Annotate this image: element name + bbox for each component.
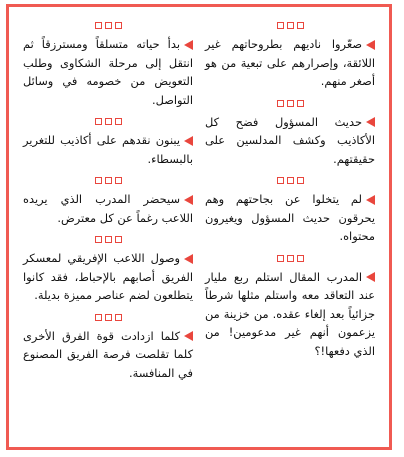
three-squares-separator-icon [23, 235, 193, 245]
list-item: المدرب المقال استلم ربع مليار عند التعاقد معه واستلم مثلها شرطاً جزائياً بعد إلغاء عقده. من خزينة من يزعمون أنهم غير مدعومين! من الذي دفعها!؟ [205, 269, 375, 358]
list-item: سيحضر المدرب الذي يريده اللاعب رغماً عن كل معترض. [23, 192, 193, 225]
left-column [17, 13, 199, 447]
right-column [199, 13, 381, 447]
three-squares-separator-icon [23, 21, 193, 31]
list-item: حديث المسؤول فضح كل الأكاذيب وكشف المدلسين على حقيقتهم. [205, 114, 375, 166]
red-triangle-bullet-icon [184, 195, 193, 205]
three-squares-separator-icon [205, 254, 375, 264]
red-triangle-bullet-icon [184, 136, 193, 146]
three-squares-separator-icon [205, 99, 375, 109]
red-triangle-bullet-icon [366, 272, 375, 282]
list-item: وصول اللاعب الإفريقي لمعسكر الفريق أصابهم بالإحباط، فقد كانوا يتطلعون لضم عناصر مميزة بديلة. [23, 251, 193, 302]
list-item: لم يتخلوا عن بجاحتهم وهم يحرقون حديث المسؤول ويغيرون محتواه. [205, 192, 375, 243]
list-item: كلما ازدادت قوة الفرق الأخرى كلما تقلصت فرصة الفريق المصنوع في المنافسة. [23, 328, 193, 380]
red-triangle-bullet-icon [366, 117, 375, 127]
red-triangle-bullet-icon [184, 254, 193, 264]
red-triangle-bullet-icon [184, 331, 193, 341]
three-squares-separator-icon [205, 176, 375, 186]
three-squares-separator-icon [23, 313, 193, 323]
red-triangle-bullet-icon [184, 40, 193, 50]
columns [9, 7, 389, 447]
article-frame [6, 4, 392, 450]
red-triangle-bullet-icon [366, 195, 375, 205]
list-item: بدأ حياته متسلقاً ومسترزقاً ثم انتقل إلى مرحلة الشكاوى وطلب التعويض من خصومه في وسائل التواصل. [23, 37, 193, 107]
three-squares-separator-icon [23, 117, 193, 127]
three-squares-separator-icon [205, 21, 375, 31]
list-item: صعّروا ناديهم بطروحاتهم غير اللائقة، وإصرارهم على تبعية من هو أصغر منهم. [205, 37, 375, 88]
list-item: يبنون نقدهم على أكاذيب للتغرير بالبسطاء. [23, 133, 193, 166]
three-squares-separator-icon [23, 176, 193, 186]
red-triangle-bullet-icon [366, 40, 375, 50]
